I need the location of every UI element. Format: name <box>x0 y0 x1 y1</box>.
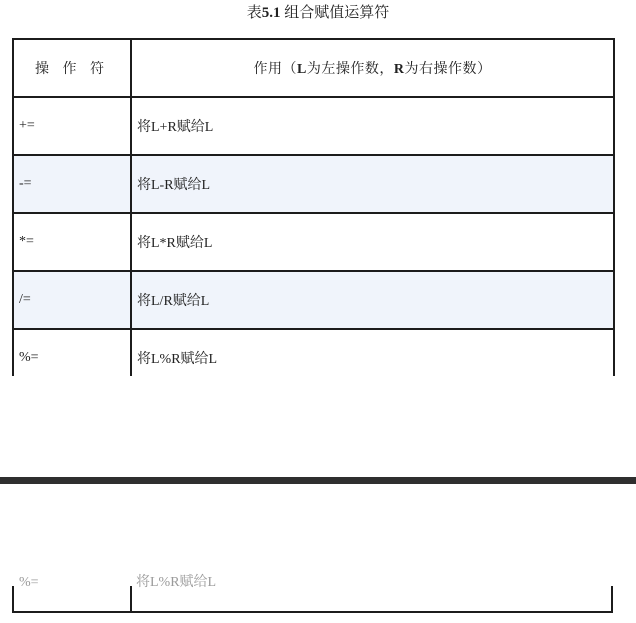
effect-cell-fragment: 将L%R赋给L <box>136 575 217 590</box>
operator-cell: %= <box>13 329 131 376</box>
operator-cell: *= <box>13 213 131 271</box>
effect-cell: 将L-R赋给L <box>131 155 614 213</box>
page-break-divider <box>0 477 636 484</box>
caption-number: 5.1 <box>261 5 281 21</box>
effect-header-suffix: 为右操作数） <box>404 62 492 77</box>
operator-cell: += <box>13 97 131 155</box>
effect-column-header <box>131 39 614 97</box>
effect-header-l: L <box>297 62 307 77</box>
effect-cell: 将L*R赋给L <box>131 213 614 271</box>
operator-column-header: 操 作 符 <box>13 39 131 97</box>
operator-table <box>12 38 615 376</box>
effect-header-prefix: 作用（ <box>253 62 298 77</box>
operator-cell: -= <box>13 155 131 213</box>
table-row <box>13 271 614 329</box>
table-row <box>13 329 614 376</box>
effect-header-r: R <box>393 62 405 77</box>
operator-cell-fragment: %= <box>19 575 39 590</box>
column-divider <box>130 586 132 611</box>
table-row <box>13 213 614 271</box>
effect-cell: 将L+R赋给L <box>131 97 614 155</box>
table-row <box>13 97 614 155</box>
table-header-row <box>13 39 614 97</box>
caption-title: 组合赋值运算符 <box>280 5 390 21</box>
table-row <box>13 155 614 213</box>
effect-header-mid: 为左操作数， <box>306 62 394 77</box>
table-row-fragment <box>12 575 613 613</box>
operator-cell: /= <box>13 271 131 329</box>
next-page-fragment <box>0 484 636 623</box>
effect-cell: 将L/R赋给L <box>131 271 614 329</box>
effect-cell: 将L%R赋给L <box>131 329 614 376</box>
caption-prefix: 表 <box>246 5 262 21</box>
